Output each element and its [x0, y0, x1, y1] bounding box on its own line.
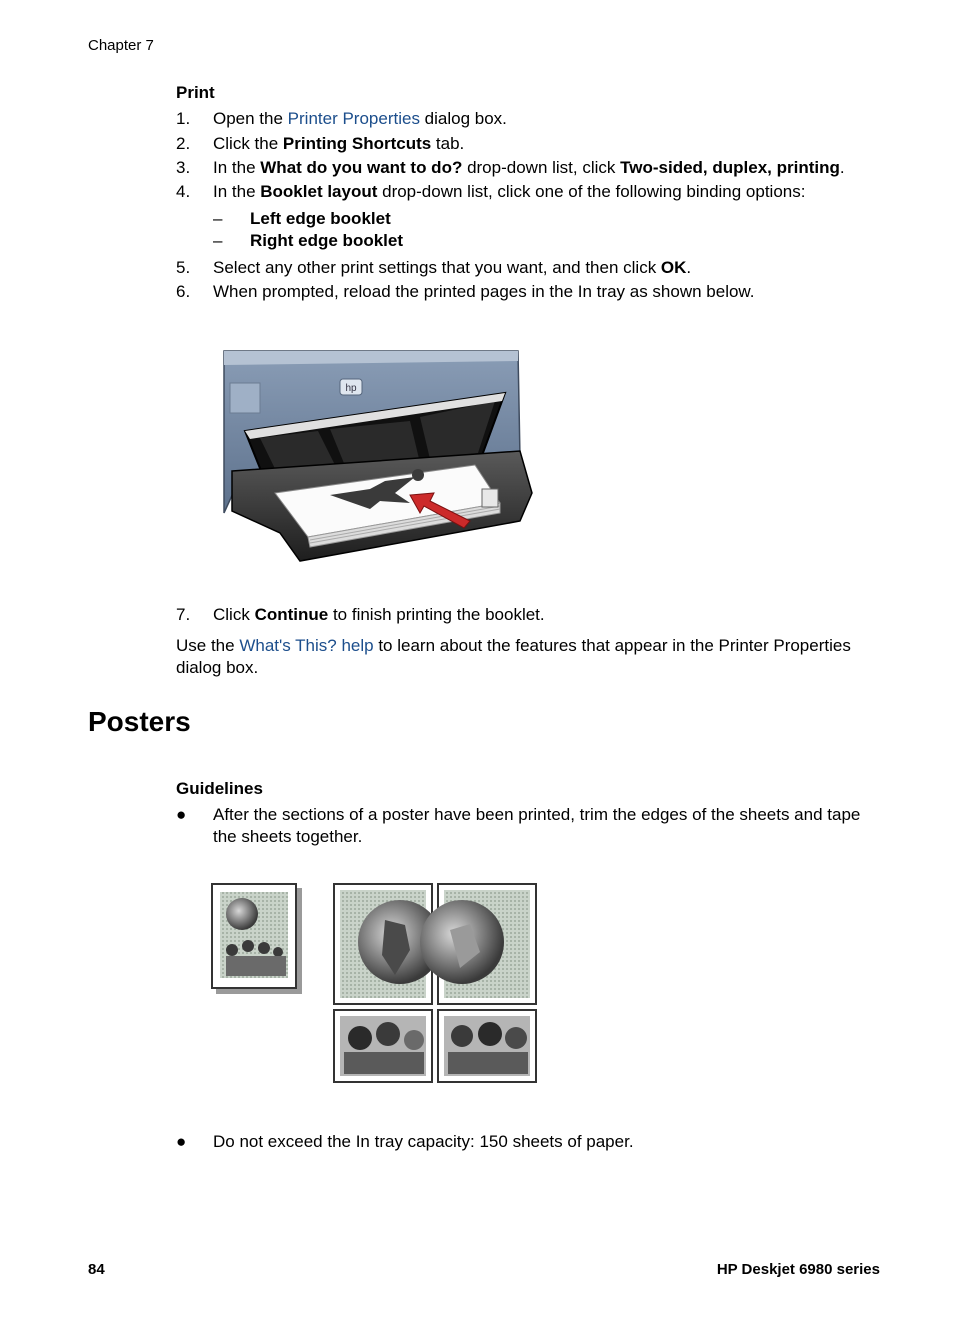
posters-title: Posters	[88, 706, 191, 737]
hp-logo: hp	[345, 383, 357, 394]
page-number: 84	[88, 1261, 105, 1278]
printer-properties-link[interactable]: Printer Properties	[287, 109, 420, 128]
binding-option-right: – Right edge booklet	[213, 231, 403, 250]
step-number: 5.	[176, 258, 191, 277]
step-number: 7.	[176, 605, 191, 624]
guidelines-heading: Guidelines	[176, 779, 263, 798]
step-number: 2.	[176, 134, 191, 153]
printer-reload-illustration	[220, 343, 536, 565]
binding-option-left: – Left edge booklet	[213, 209, 391, 228]
guideline-item: ● After the sections of a poster have been printed, trim the edges of the sheets and tape the sheets together.	[176, 805, 861, 846]
help-paragraph: Use the What's This? help to learn about the features that appear in the Printer Properties dialog box.	[176, 636, 851, 677]
print-heading: Print	[176, 83, 215, 102]
step-7: 7. Click Continue to finish printing the booklet.	[176, 605, 545, 624]
step-4: 4. In the Booklet layout drop-down list, click one of the following binding options:	[176, 182, 806, 201]
product-name: HP Deskjet 6980 series	[716, 1261, 880, 1278]
step-3: 3. In the What do you want to do? drop-down list, click Two-sided, duplex, printing.	[176, 158, 845, 177]
step-number: 3.	[176, 158, 191, 177]
step-6: 6. When prompted, reload the printed pages in the In tray as shown below.	[176, 282, 755, 301]
poster-tiles-illustration	[210, 880, 542, 1086]
guideline-item: ● Do not exceed the In tray capacity: 150 sheets of paper.	[176, 1132, 634, 1151]
chapter-label: Chapter 7	[88, 37, 154, 54]
step-2: 2. Click the Printing Shortcuts tab.	[176, 134, 465, 153]
step-5: 5. Select any other print settings that you want, and then click OK.	[176, 258, 692, 277]
step-number: 1.	[176, 109, 191, 128]
step-1: 1. Open the Printer Properties dialog box.	[176, 109, 507, 128]
step-number: 6.	[176, 282, 191, 301]
step-number: 4.	[176, 182, 191, 201]
whats-this-help-link[interactable]: What's This? help	[239, 636, 374, 655]
